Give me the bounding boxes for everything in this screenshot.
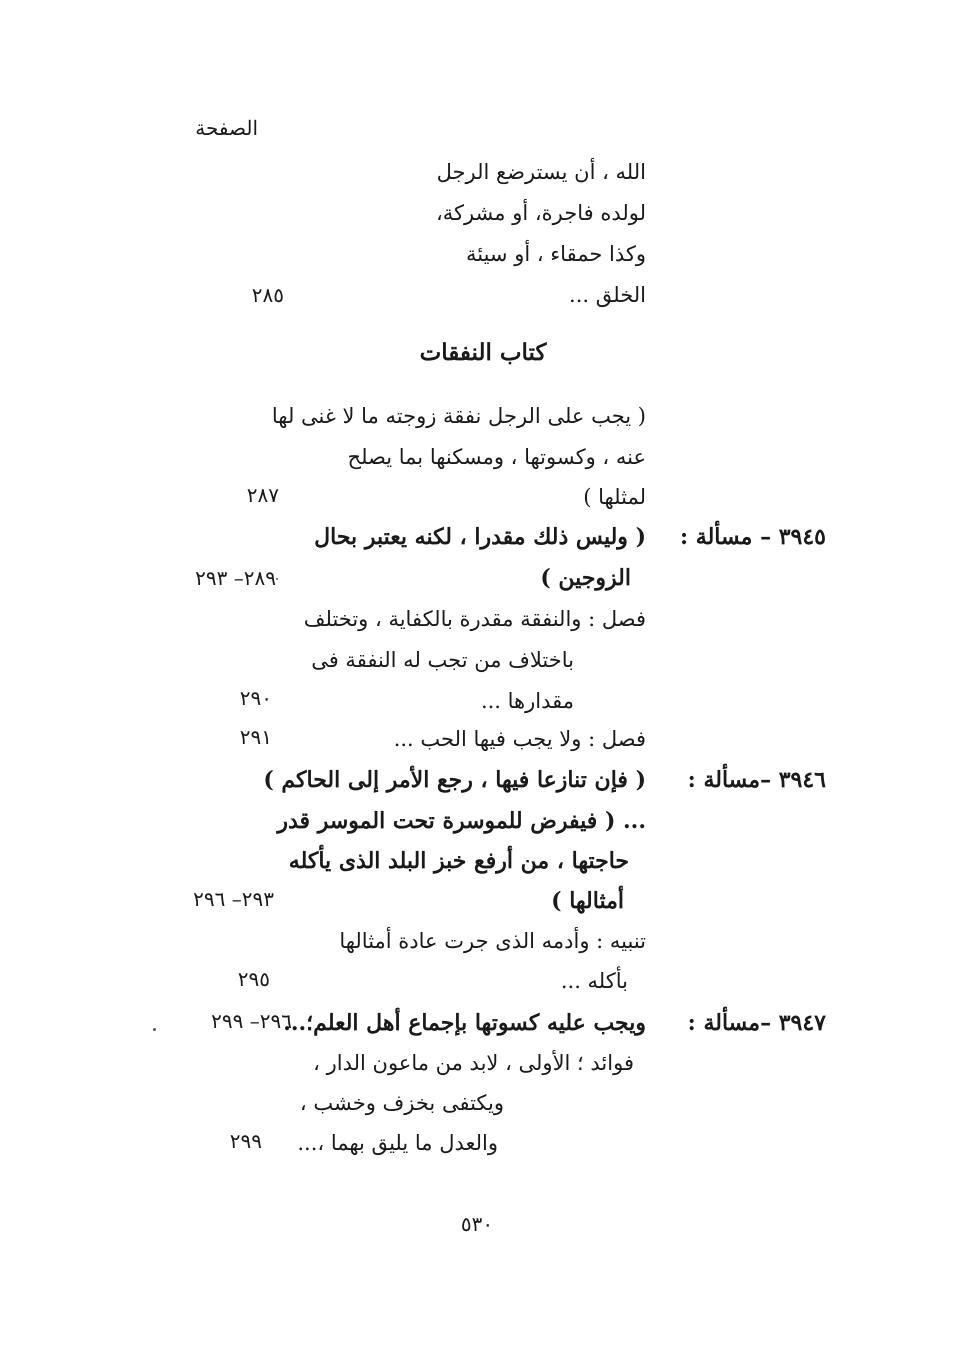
entry-line: تنبيه : وأدمه الذى جرت عادة أمثالها bbox=[339, 929, 646, 953]
entry-line: ... ( فيفرض للموسرة تحت الموسر قدر bbox=[277, 808, 646, 834]
entry-line: ويجب عليه كسوتها بإجماع أهل العلم؛... bbox=[283, 1010, 646, 1036]
issue-number: ٣٩٤٥ – مسألة : bbox=[680, 524, 826, 550]
entry-line: فصل : ولا يجب فيها الحب ... bbox=[393, 727, 646, 751]
page-number: ٥٣٠ bbox=[460, 1212, 494, 1236]
page-reference: ٢٨٥ bbox=[251, 283, 284, 307]
page-reference: ٢٨٧ bbox=[246, 483, 279, 507]
entry-line: والعدل ما يليق بهما ،... bbox=[297, 1131, 498, 1155]
entry-line: باختلاف من تجب له النفقة فى bbox=[311, 648, 574, 672]
entry-line: الخلق ... bbox=[569, 283, 646, 307]
entry-line: فصل : والنفقة مقدرة بالكفاية ، وتختلف bbox=[303, 607, 646, 631]
page-reference: ٢٩١ bbox=[239, 725, 272, 749]
entry-line: الله ، أن يسترضع الرجل bbox=[436, 160, 646, 184]
page-reference: ٢٩٩ bbox=[229, 1129, 262, 1153]
entry-line: لولده فاجرة، أو مشركة، bbox=[435, 201, 646, 225]
section-title: كتاب النفقات bbox=[419, 339, 547, 366]
scan-speck bbox=[153, 1028, 156, 1031]
entry-line: ( وليس ذلك مقدرا ، لكنه يعتبر بحال bbox=[314, 524, 646, 550]
issue-number: ٣٩٤٦ –مسألة : bbox=[687, 767, 826, 793]
entry-line: حاجتها ، من أرفع خبز البلد الذى يأكله bbox=[288, 848, 629, 874]
entry-line: وكذا حمقاء ، أو سيئة bbox=[466, 242, 646, 266]
page-column-header: الصفحة bbox=[195, 116, 258, 140]
entry-line: مقدارها ... bbox=[480, 689, 574, 713]
entry-line: بأكله ... bbox=[560, 969, 628, 993]
page-reference: ٢٩٣– ٢٩٦ bbox=[193, 887, 274, 911]
page-reference: ٢٩٦– ٢٩٩ bbox=[211, 1009, 292, 1033]
entry-line: ( فإن تنازعا فيها ، رجع الأمر إلى الحاكم ) bbox=[263, 767, 646, 793]
page-reference: ٢٩٥ bbox=[237, 967, 270, 991]
entry-line: الزوجين ) bbox=[540, 565, 631, 591]
page-reference: ٢٩٠ bbox=[239, 686, 272, 710]
entry-line: ويكتفى بخزف وخشب ، bbox=[299, 1091, 504, 1115]
entry-line: لمثلها ) bbox=[583, 485, 646, 509]
entry-line: ( يجب على الرجل نفقة زوجته ما لا غنى لها bbox=[271, 404, 646, 428]
scan-speck bbox=[276, 578, 278, 580]
entry-line: عنه ، وكسوتها ، ومسكنها بما يصلح bbox=[347, 445, 646, 469]
entry-line: أمثالها ) bbox=[551, 888, 624, 914]
page-reference: ٢٨٩– ٢٩٣ bbox=[195, 566, 276, 590]
issue-number: ٣٩٤٧ –مسألة : bbox=[687, 1010, 826, 1036]
entry-line: فوائد ؛ الأولى ، لابد من ماعون الدار ، bbox=[313, 1051, 634, 1075]
